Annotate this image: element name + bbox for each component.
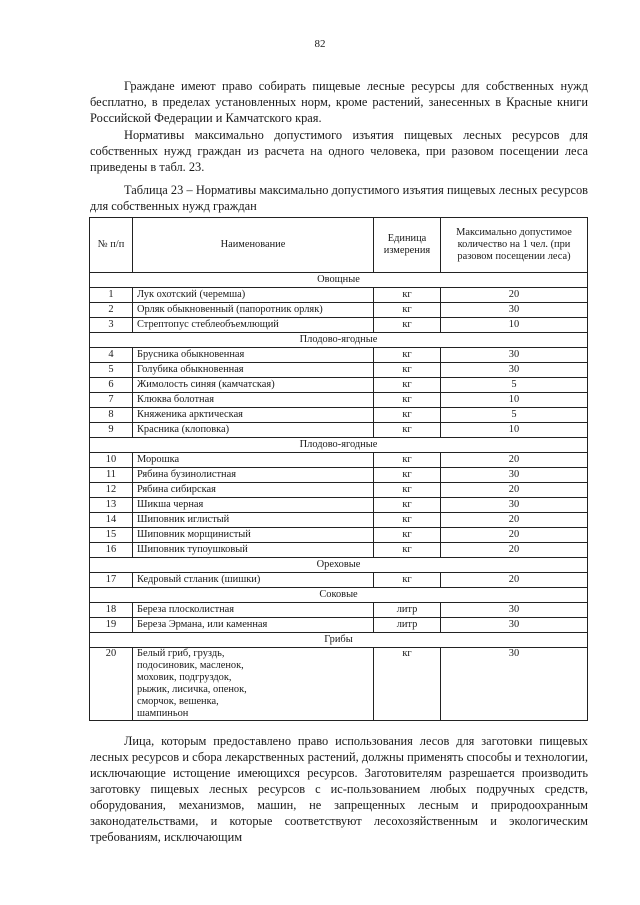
row-number: 7 (90, 393, 133, 408)
row-quantity: 30 (441, 303, 588, 318)
group-row (90, 558, 588, 573)
header-number: № п/п (90, 218, 133, 273)
page-number: 82 (314, 38, 326, 50)
group-label-fruit-berry-2: Плодово-ягодные (90, 438, 588, 453)
row-unit: кг (374, 393, 441, 408)
row-quantity: 30 (441, 348, 588, 363)
row-name: Рябина бузинолистная (133, 468, 374, 483)
row-unit: кг (374, 288, 441, 303)
row-quantity: 30 (441, 498, 588, 513)
table-row (90, 513, 588, 528)
row-quantity: 20 (441, 288, 588, 303)
table-row (90, 423, 588, 438)
row-name: Брусника обыкновенная (133, 348, 374, 363)
header-quantity: Максимально допустимое количество на 1 чел. (при разовом посещении леса) (441, 218, 588, 273)
row-number: 3 (90, 318, 133, 333)
table-row (90, 573, 588, 588)
row-number: 19 (90, 618, 133, 633)
row-quantity: 10 (441, 318, 588, 333)
row-unit: кг (374, 498, 441, 513)
row-quantity: 20 (441, 453, 588, 468)
table-row (90, 618, 588, 633)
closing-paragraph: Лица, которым предоставлено право использования лесов для заготовки пищевых лесных ресурсов и сбора лекарственных растений, должны применять способы и технологии, исключающие истощение имеющихся ресурсов. Заготовителям разрешается производить заготовку пищевых лесных ресурсов с ис-пользованием любых подручных средств, оборудования, механизмов, машин, не запрещенных лесным и природоохранным законодательствами, и которые соответствуют лесохозяйственным и экологическим требованиям, исключающим (90, 734, 588, 844)
header-name: Наименование (133, 218, 374, 273)
table-row (90, 468, 588, 483)
table-row (90, 303, 588, 318)
row-number: 4 (90, 348, 133, 363)
row-unit: кг (374, 513, 441, 528)
row-name: Голубика обыкновенная (133, 363, 374, 378)
row-name: Клюква болотная (133, 393, 374, 408)
table-row (90, 648, 588, 721)
table-header-row (90, 218, 588, 273)
group-label-vegetables: Овощные (90, 273, 588, 288)
row-name: Морошка (133, 453, 374, 468)
group-label-mushrooms: Грибы (90, 633, 588, 648)
row-number: 14 (90, 513, 133, 528)
table-row (90, 453, 588, 468)
row-number: 6 (90, 378, 133, 393)
row-name: Орляк обыкновенный (папоротник орляк) (133, 303, 374, 318)
table-row (90, 348, 588, 363)
group-row (90, 633, 588, 648)
row-number: 2 (90, 303, 133, 318)
row-quantity: 30 (441, 618, 588, 633)
row-unit: кг (374, 423, 441, 438)
row-quantity: 20 (441, 573, 588, 588)
row-quantity: 20 (441, 513, 588, 528)
row-unit: кг (374, 318, 441, 333)
row-unit: кг (374, 648, 441, 721)
table-row (90, 393, 588, 408)
row-number: 9 (90, 423, 133, 438)
row-number: 10 (90, 453, 133, 468)
norms-table (89, 217, 588, 721)
row-quantity: 30 (441, 468, 588, 483)
row-quantity: 20 (441, 528, 588, 543)
table-row (90, 483, 588, 498)
group-row (90, 333, 588, 348)
row-quantity: 10 (441, 423, 588, 438)
row-number: 8 (90, 408, 133, 423)
row-name: Береза плосколистная (133, 603, 374, 618)
row-quantity: 30 (441, 603, 588, 618)
table-row (90, 363, 588, 378)
row-name: Княженика арктическая (133, 408, 374, 423)
row-unit: кг (374, 543, 441, 558)
table-row (90, 288, 588, 303)
row-unit: кг (374, 303, 441, 318)
row-name: Красника (клоповка) (133, 423, 374, 438)
row-number: 1 (90, 288, 133, 303)
row-unit: кг (374, 378, 441, 393)
row-unit: кг (374, 363, 441, 378)
row-name: Жимолость синяя (камчатская) (133, 378, 374, 393)
group-label-nuts: Ореховые (90, 558, 588, 573)
row-quantity: 20 (441, 483, 588, 498)
row-name: Кедровый стланик (шишки) (133, 573, 374, 588)
table-caption: Таблица 23 – Нормативы максимально допустимого изъятия пищевых лесных ресурсов для собственных нужд граждан (90, 183, 588, 213)
row-number: 13 (90, 498, 133, 513)
header-unit: Единица измерения (374, 218, 441, 273)
row-name: Шиповник морщинистый (133, 528, 374, 543)
table-row (90, 408, 588, 423)
row-name: Рябина сибирская (133, 483, 374, 498)
row-number: 15 (90, 528, 133, 543)
row-unit: кг (374, 408, 441, 423)
row-number: 11 (90, 468, 133, 483)
row-name: Белый гриб, груздь, подосиновик, масленок, моховик, подгруздок, рыжик, лисичка, опенок, сморчок, вешенка, шампиньон (133, 648, 374, 721)
group-row (90, 273, 588, 288)
table-row (90, 543, 588, 558)
row-name: Лук охотский (черемша) (133, 288, 374, 303)
row-number: 16 (90, 543, 133, 558)
row-quantity: 30 (441, 648, 588, 721)
intro-paragraph-1: Граждане имеют право собирать пищевые лесные ресурсы для собственных нужд бесплатно, в пределах установленных норм, кроме растений, занесенных в Красные книги Российской Федерации и Камчатского края. (90, 79, 588, 125)
group-row (90, 588, 588, 603)
row-name: Шиповник иглистый (133, 513, 374, 528)
row-number: 20 (90, 648, 133, 721)
row-quantity: 30 (441, 363, 588, 378)
row-unit: кг (374, 468, 441, 483)
row-unit: кг (374, 483, 441, 498)
row-name: Стрептопус стеблеобъемлющий (133, 318, 374, 333)
group-label-fruit-berry-1: Плодово-ягодные (90, 333, 588, 348)
table-row (90, 498, 588, 513)
row-unit: литр (374, 618, 441, 633)
row-name: Береза Эрмана, или каменная (133, 618, 374, 633)
row-number: 17 (90, 573, 133, 588)
table-row (90, 528, 588, 543)
row-number: 18 (90, 603, 133, 618)
row-quantity: 10 (441, 393, 588, 408)
row-unit: кг (374, 573, 441, 588)
row-name: Шиповник тупоушковый (133, 543, 374, 558)
row-name: Шикша черная (133, 498, 374, 513)
group-label-sap: Соковые (90, 588, 588, 603)
row-quantity: 5 (441, 378, 588, 393)
intro-paragraph-2: Нормативы максимально допустимого изъятия пищевых лесных ресурсов для собственных нужд граждан из расчета на одного человека, при разовом посещении леса приведены в табл. 23. (90, 128, 588, 174)
row-unit: литр (374, 603, 441, 618)
table-row (90, 603, 588, 618)
table-row (90, 318, 588, 333)
row-quantity: 20 (441, 543, 588, 558)
row-unit: кг (374, 453, 441, 468)
group-row (90, 438, 588, 453)
row-number: 5 (90, 363, 133, 378)
row-unit: кг (374, 528, 441, 543)
row-quantity: 5 (441, 408, 588, 423)
row-unit: кг (374, 348, 441, 363)
table-row (90, 378, 588, 393)
row-number: 12 (90, 483, 133, 498)
